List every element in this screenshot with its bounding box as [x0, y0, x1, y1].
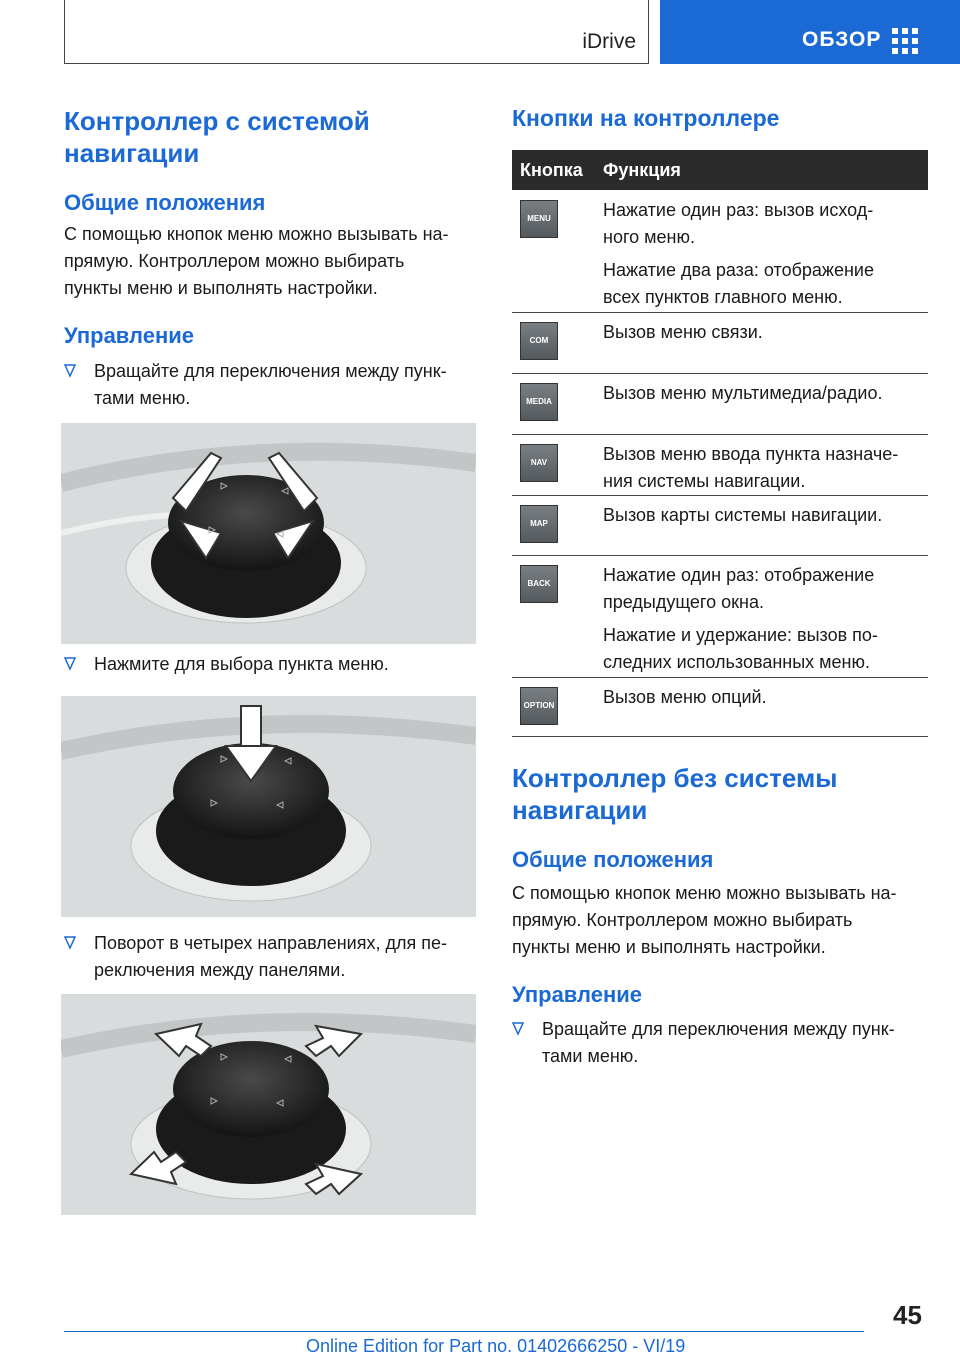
general-heading-2: Общие положения	[512, 847, 714, 872]
general-heading: Общие положения	[64, 190, 266, 215]
row-function-text: Вызов меню опций.	[603, 687, 767, 707]
table-row	[512, 373, 928, 435]
controller-tilt-photo	[61, 994, 476, 1215]
row-function-text: Нажатие один раз: вызов исход- ного меню. Нажатие два раза: отображение всех пунктов главного меню.	[603, 200, 874, 307]
back-button-icon: BACK	[520, 565, 558, 603]
table-row	[512, 312, 928, 374]
table-row	[512, 190, 928, 313]
controller-press-photo	[61, 696, 476, 917]
table-row	[512, 555, 928, 678]
footer-edition: Online Edition for Part no. 01402666250 - VI/19	[306, 1336, 686, 1356]
row-function-text: Вызов меню мультимедиа/радио.	[603, 383, 883, 403]
overview-tab[interactable]	[660, 0, 960, 64]
option-button-icon: OPTION	[520, 687, 558, 725]
table-row	[512, 495, 928, 556]
row-function-text: Вызов карты системы навигации.	[603, 505, 883, 525]
table-heading: Кнопки на контроллере	[512, 105, 780, 131]
row-function-text: Вызов меню связи.	[603, 322, 763, 342]
table-row	[512, 434, 928, 496]
header-box	[64, 0, 649, 64]
column-header-function: Функция	[603, 160, 681, 180]
grid-icon	[892, 28, 918, 54]
com-button-icon: COM	[520, 322, 558, 360]
section-title-without-nav: Контроллер без системы навигации	[512, 763, 838, 825]
triangle-bullet-icon	[64, 936, 76, 950]
section-title-with-nav: Контроллер с системой навигации	[64, 106, 370, 168]
general-paragraph: С помощью кнопок меню можно вызывать на- прямую. Контроллером можно выбирать пункты меню и выполнять настройки.	[64, 224, 449, 298]
control-heading-2: Управление	[512, 982, 643, 1007]
page-number: 45	[893, 1300, 922, 1330]
header-section-label: iDrive	[582, 30, 636, 53]
table-row	[512, 677, 928, 737]
map-button-icon: MAP	[520, 505, 558, 543]
control-heading: Управление	[64, 323, 195, 348]
column-header-button: Кнопка	[520, 160, 583, 180]
controller-rotate-photo	[61, 423, 476, 644]
media-button-icon: MEDIA	[520, 383, 558, 421]
menu-button-icon: MENU	[520, 200, 558, 238]
table-header	[512, 150, 928, 190]
overview-tab-label: ОБЗОР	[802, 28, 882, 51]
triangle-bullet-icon	[64, 657, 76, 671]
nav-button-icon: NAV	[520, 444, 558, 482]
general-paragraph-2: С помощью кнопок меню можно вызывать на- прямую. Контроллером можно выбирать пункты меню и выполнять настройки.	[512, 883, 897, 957]
row-function-text: Нажатие один раз: отображение предыдущего окна. Нажатие и удержание: вызов по- следних использованных меню.	[603, 565, 878, 672]
footer-divider	[64, 1331, 864, 1332]
triangle-bullet-icon	[512, 1022, 524, 1036]
triangle-bullet-icon	[64, 364, 76, 378]
row-function-text: Вызов меню ввода пункта назначе- ния системы навигации.	[603, 444, 899, 491]
